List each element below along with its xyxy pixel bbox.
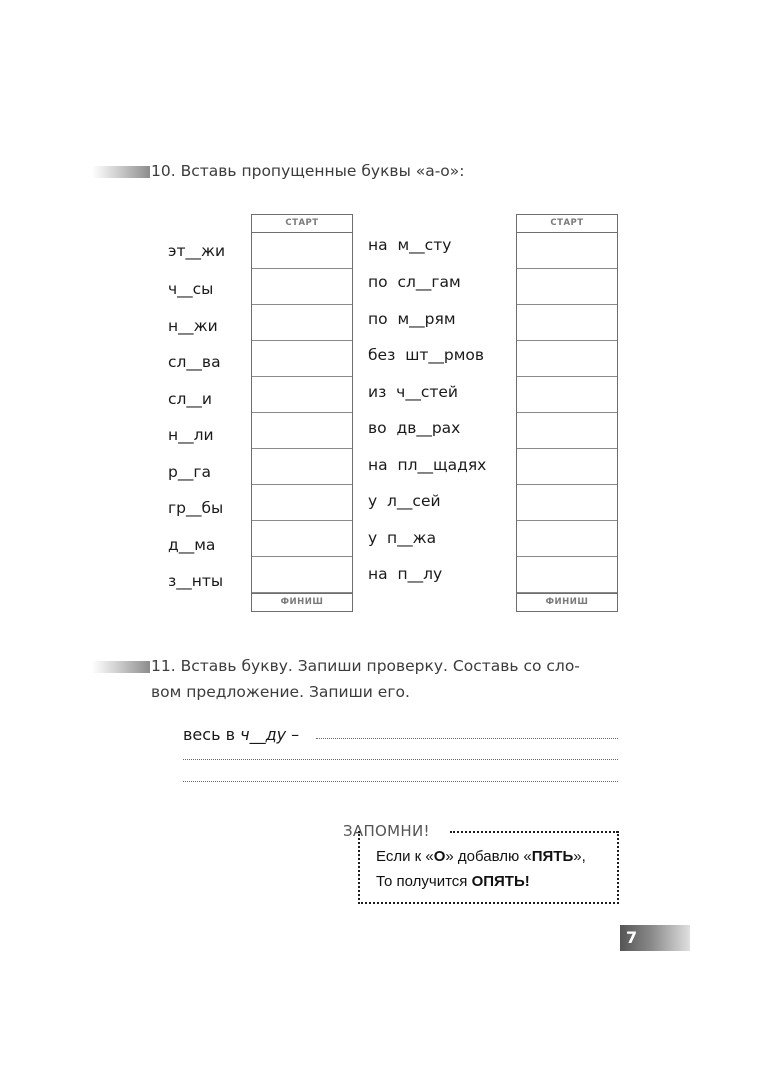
page-number: 7: [620, 925, 690, 951]
answer-cell[interactable]: [517, 269, 617, 305]
ladder-start-label: СТАРТ: [252, 215, 352, 233]
answer-line[interactable]: [183, 781, 618, 782]
remember-text: То получится: [376, 873, 472, 890]
answer-cell[interactable]: [517, 485, 617, 521]
task11-instruction-1: Вставь букву. Запиши проверку. Составь со сло-: [180, 657, 580, 675]
answer-cell[interactable]: [517, 305, 617, 341]
answer-cell[interactable]: [517, 557, 617, 593]
answer-cell[interactable]: [252, 449, 352, 485]
answer-cell[interactable]: [517, 377, 617, 413]
answer-cell[interactable]: [252, 377, 352, 413]
word-item: из ч__стей: [368, 383, 458, 401]
answer-cell[interactable]: [252, 413, 352, 449]
answer-line[interactable]: [316, 738, 618, 739]
word-item: во дв__рах: [368, 419, 461, 437]
word-item: по сл__гам: [368, 273, 461, 291]
remember-line-1: [376, 848, 586, 865]
task11-answer-prompt: [183, 725, 299, 744]
word-item: сл__ва: [168, 353, 221, 371]
word-item: по м__рям: [368, 310, 456, 328]
answer-cell[interactable]: [517, 341, 617, 377]
right-start-finish-ladder: [516, 214, 618, 612]
word-item: у п__жа: [368, 529, 437, 547]
answer-line[interactable]: [183, 759, 618, 760]
remember-bold: О: [433, 848, 446, 865]
word-item: эт__жи: [168, 242, 226, 260]
remember-title: ЗАПОМНИ!: [343, 822, 430, 840]
ladder-finish-label: ФИНИШ: [252, 593, 352, 611]
answer-cell[interactable]: [252, 269, 352, 305]
answer-prefix: весь в: [183, 725, 241, 744]
word-item: р__га: [168, 463, 211, 481]
word-item: на м__сту: [368, 236, 452, 254]
remember-text: »,: [573, 848, 586, 865]
word-item: сл__и: [168, 390, 213, 408]
answer-cell[interactable]: [517, 521, 617, 557]
task11-heading: [151, 653, 621, 705]
word-item: на п__лу: [368, 565, 443, 583]
word-item: н__жи: [168, 317, 218, 335]
remember-box: [358, 831, 619, 904]
remember-text: » добавлю «: [445, 848, 532, 865]
word-item: на пл__щадях: [368, 456, 487, 474]
task11-number: 11.: [151, 657, 176, 675]
answer-cell[interactable]: [252, 521, 352, 557]
answer-cell[interactable]: [517, 449, 617, 485]
word-item: д__ма: [168, 536, 216, 554]
answer-cell[interactable]: [517, 233, 617, 269]
word-item: гр__бы: [168, 499, 224, 517]
left-start-finish-ladder: [251, 214, 353, 612]
remember-bold: ПЯТЬ: [531, 848, 574, 865]
remember-bold: ОПЯТЬ!: [471, 873, 530, 890]
task10-marker-bar: [92, 166, 150, 178]
ladder-start-label: СТАРТ: [517, 215, 617, 233]
remember-text: Если к «: [376, 848, 434, 865]
task10-heading: [151, 158, 465, 184]
ladder-finish-label: ФИНИШ: [517, 593, 617, 611]
task11-instruction-2: вом предложение. Запиши его.: [151, 683, 410, 701]
answer-dash: –: [286, 725, 300, 744]
task10-instruction: Вставь пропущенные буквы «а-о»:: [180, 162, 465, 180]
answer-cell[interactable]: [252, 557, 352, 593]
word-item: без шт__рмов: [368, 346, 485, 364]
word-item: з__нты: [168, 572, 224, 590]
answer-cell[interactable]: [252, 233, 352, 269]
answer-cell[interactable]: [252, 485, 352, 521]
answer-cell[interactable]: [252, 305, 352, 341]
word-item: ч__сы: [168, 280, 214, 298]
task11-marker-bar: [92, 661, 150, 673]
answer-cell[interactable]: [252, 341, 352, 377]
answer-word: ч__ду: [240, 725, 287, 744]
task10-number: 10.: [151, 162, 176, 180]
word-item: у л__сей: [368, 492, 441, 510]
word-item: н__ли: [168, 426, 214, 444]
remember-line-2: [376, 873, 530, 890]
answer-cell[interactable]: [517, 413, 617, 449]
task11-line1: [151, 653, 621, 679]
